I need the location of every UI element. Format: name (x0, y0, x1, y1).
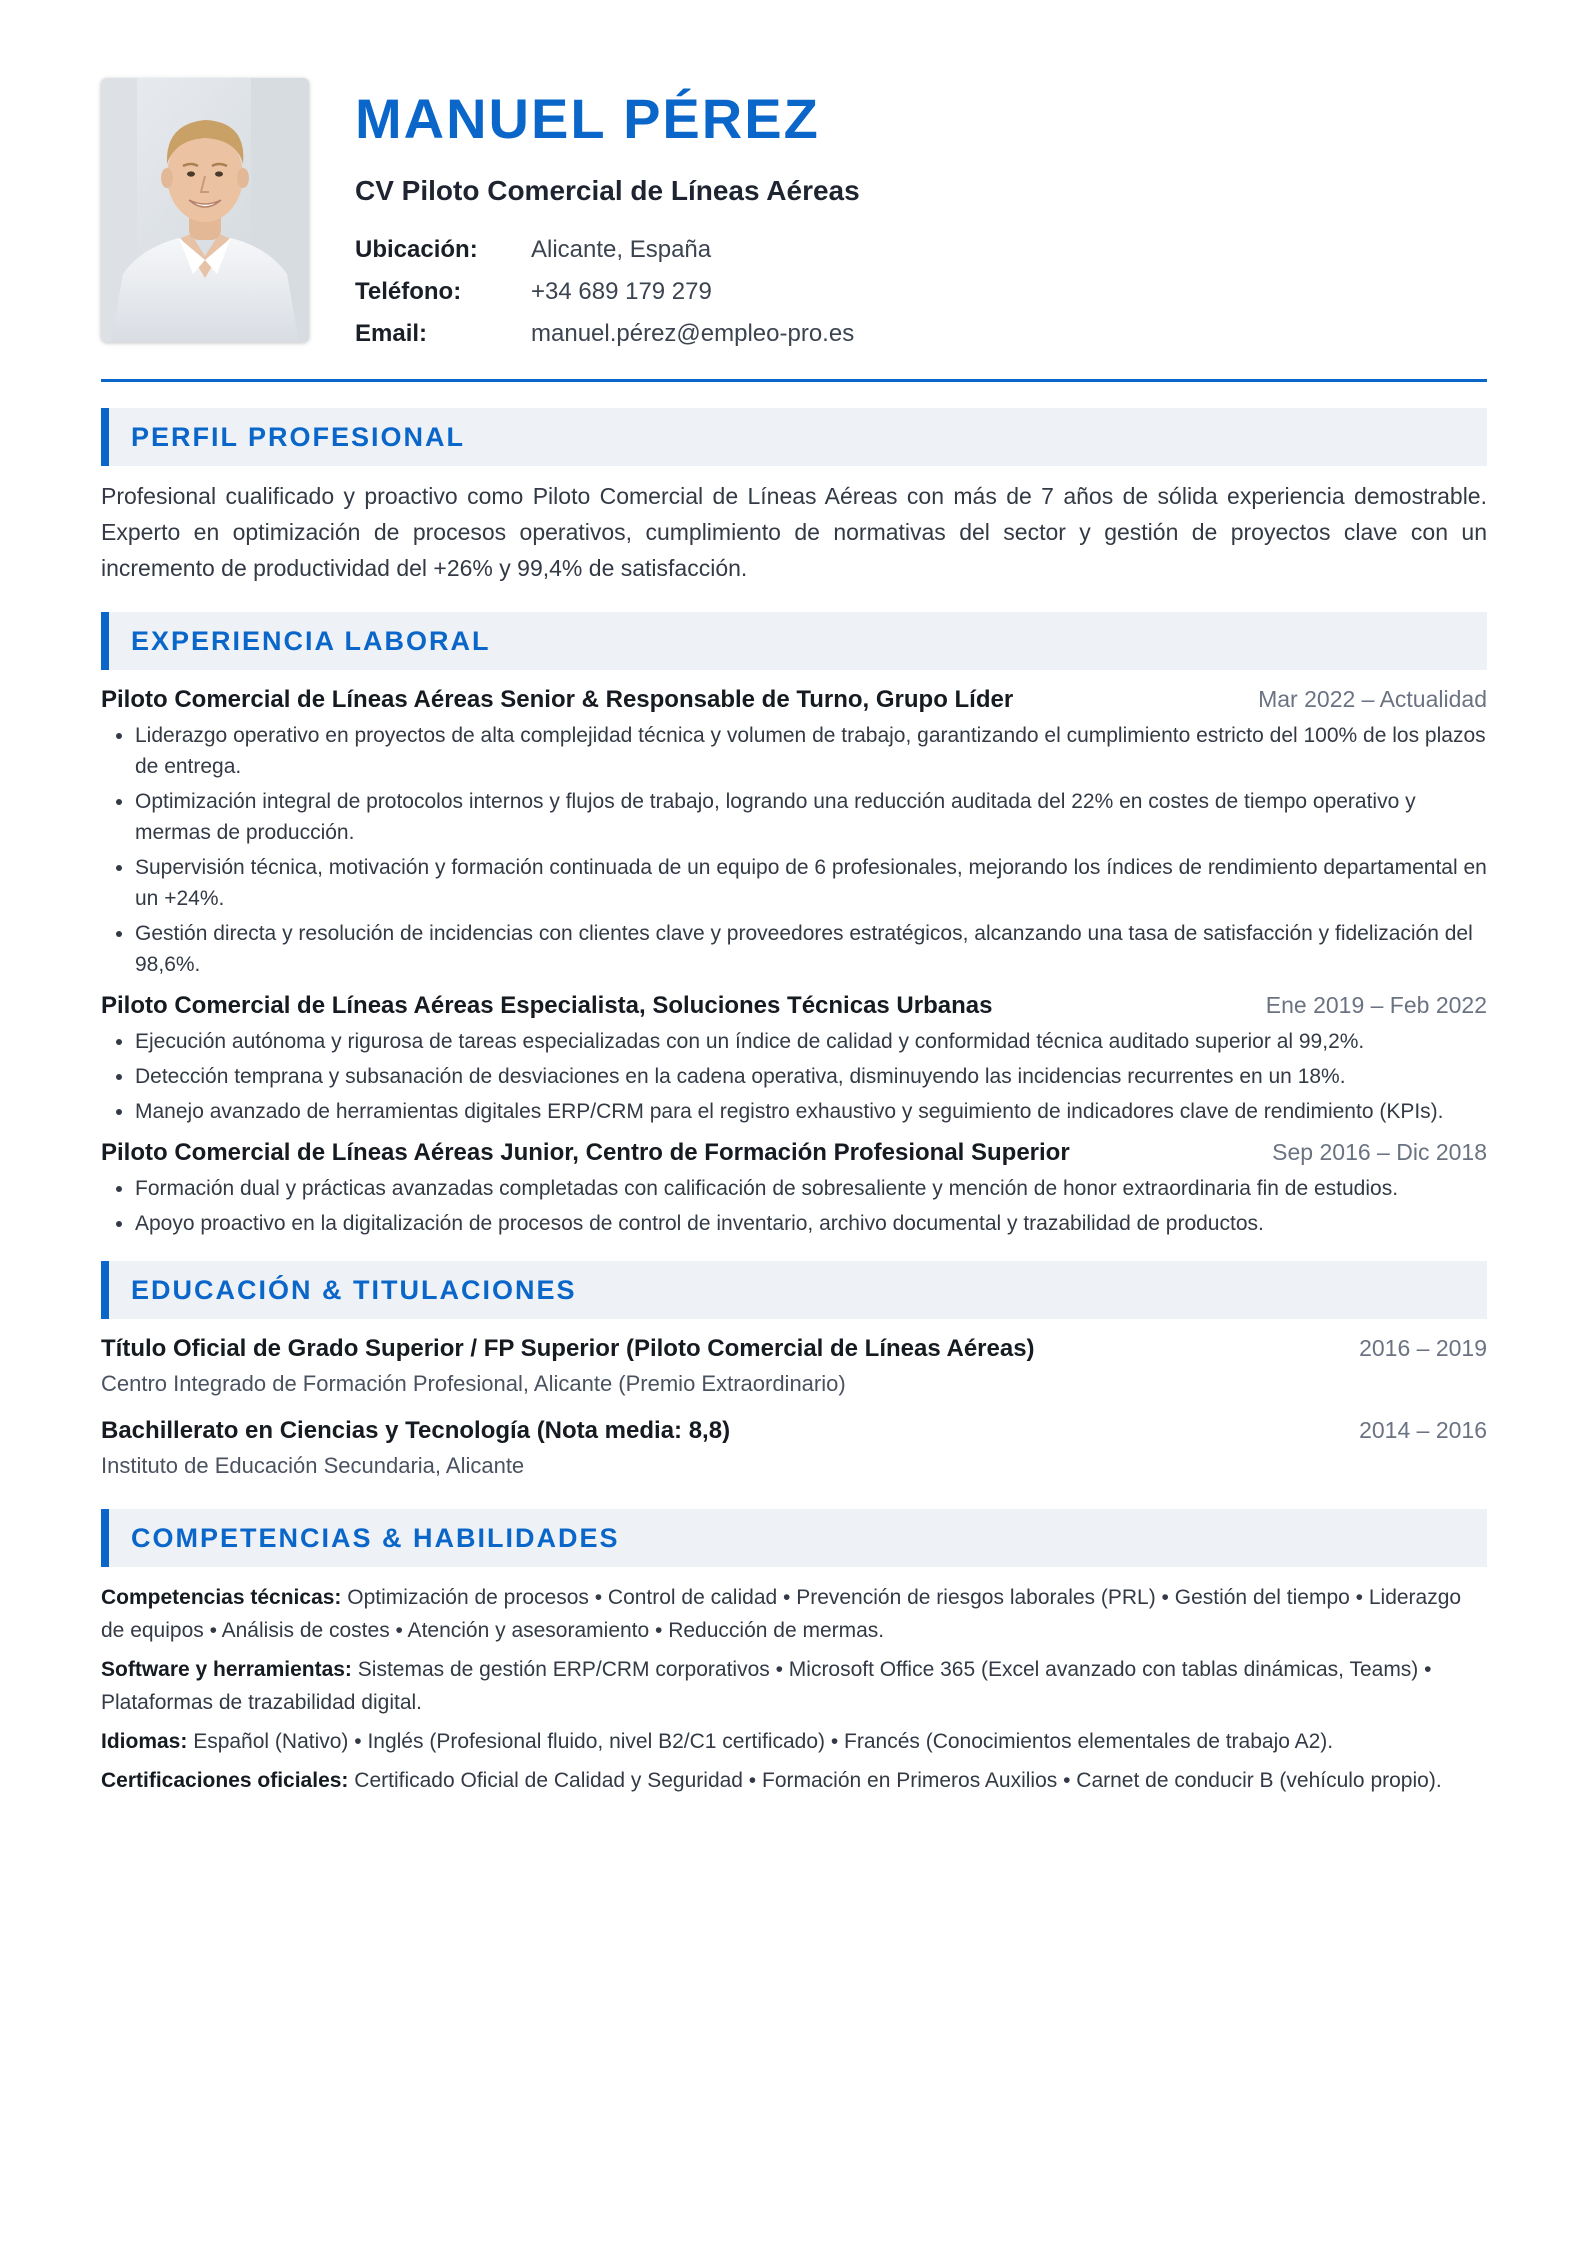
job-date: Sep 2016 – Dic 2018 (1272, 1139, 1487, 1165)
skill-label: Software y herramientas: (101, 1658, 352, 1681)
education-entry (101, 1335, 1487, 1397)
header-divider (101, 379, 1487, 382)
job-title: Piloto Comercial de Líneas Aéreas Senior & Responsable de Turno, Grupo Líder (101, 686, 1014, 713)
list-item: • Formación dual y prácticas avanzadas completadas con calificación de sobresaliente y mención de honor extraordinaria fin de estudios. (135, 1173, 1487, 1204)
profile-summary: Profesional cualificado y proactivo como Piloto Comercial de Líneas Aéreas con más de 7 años de sólida experiencia demostrable. Experto en optimización de procesos operativos, cumplimiento de normativas del sector y gestión de proyectos clave con un incremento de productividad del +26% y 99,4% de satisfacción. (101, 483, 1487, 581)
list-item: • Liderazgo operativo en proyectos de alta complejidad técnica y volumen de trabajo, garantizando el cumplimiento estricto del 100% de los plazos de entrega. (135, 720, 1487, 782)
job-date: Ene 2019 – Feb 2022 (1265, 992, 1487, 1018)
contact-value[interactable]: +34 689 179 279 (531, 278, 712, 305)
section-title-education: EDUCACIÓN & TITULACIONES (101, 1261, 1487, 1319)
candidate-name: MANUEL PÉREZ (355, 87, 820, 150)
contact-label: Ubicación: (355, 236, 478, 263)
contact-list (355, 229, 860, 355)
skill-text: Español (Nativo) • Inglés (Profesional fluido, nivel B2/C1 certificado) • Francés (Conocimientos elementales de trabajo A2). (187, 1730, 1334, 1753)
list-item: • Optimización integral de protocolos internos y flujos de trabajo, logrando una reducción auditada del 22% en costes de tiempo operativo y mermas de producción. (135, 786, 1487, 848)
cv-subtitle: CV Piloto Comercial de Líneas Aéreas (355, 175, 860, 206)
resume-header (101, 78, 1487, 355)
skill-label: Certificaciones oficiales: (101, 1769, 349, 1792)
contact-location (355, 229, 860, 271)
skill-label: Idiomas: (101, 1730, 188, 1753)
list-item: • Gestión directa y resolución de incidencias con clientes clave y proveedores estratégicos, alcanzando una tasa de satisfacción y fidelización del 98,6%. (135, 918, 1487, 980)
degree-title: Bachillerato en Ciencias y Tecnología (Nota media: 8,8) (101, 1417, 731, 1444)
list-item: • Apoyo proactivo en la digitalización de procesos de control de inventario, archivo documental y trazabilidad de productos. (135, 1208, 1487, 1239)
list-item: • Ejecución autónoma y rigurosa de tareas especializadas con un índice de calidad y conformidad técnica auditado superior al 99,2%. (135, 1026, 1487, 1057)
contact-phone (355, 271, 860, 313)
job-achievements (101, 1173, 1487, 1239)
header-info (355, 78, 860, 355)
skills-list (101, 1581, 1487, 1797)
contact-label: Teléfono: (355, 278, 462, 305)
job-title: Piloto Comercial de Líneas Aéreas Especialista, Soluciones Técnicas Urbanas (101, 992, 993, 1019)
degree-title: Título Oficial de Grado Superior / FP Superior (Piloto Comercial de Líneas Aéreas) (101, 1335, 1035, 1362)
job-achievements (101, 720, 1487, 980)
list-item: • Detección temprana y subsanación de desviaciones en la cadena operativa, disminuyendo las incidencias recurrentes en un 18%. (135, 1061, 1487, 1092)
skill-text: Sistemas de gestión ERP/CRM corporativos • Microsoft Office 365 (Excel avanzado con tablas dinámicas, Teams) • Plataformas de trazabilidad digital. (101, 1658, 1432, 1714)
education-entry (101, 1417, 1487, 1479)
section-title-profile: PERFIL PROFESIONAL (101, 408, 1487, 466)
institution-name: Instituto de Educación Secundaria, Alicante (101, 1453, 525, 1478)
skill-text: Certificado Oficial de Calidad y Seguridad • Formación en Primeros Auxilios • Carnet de conducir B (vehículo propio). (348, 1769, 1442, 1792)
job-entry (101, 992, 1487, 1127)
degree-date: 2016 – 2019 (1359, 1335, 1487, 1361)
job-title: Piloto Comercial de Líneas Aéreas Junior, Centro de Formación Profesional Superior (101, 1139, 1070, 1166)
institution-name: Centro Integrado de Formación Profesional, Alicante (Premio Extraordinario) (101, 1371, 846, 1396)
contact-value: Alicante, España (531, 236, 712, 263)
degree-date: 2014 – 2016 (1359, 1417, 1487, 1443)
profile-photo (101, 78, 309, 342)
skill-line-languages (101, 1725, 1487, 1758)
skill-line-software (101, 1653, 1487, 1719)
contact-value[interactable]: manuel.pérez@empleo-pro.es (531, 320, 855, 347)
section-title-skills: COMPETENCIAS & HABILIDADES (101, 1509, 1487, 1567)
job-entry (101, 686, 1487, 980)
job-date: Mar 2022 – Actualidad (1258, 686, 1487, 712)
contact-label: Email: (355, 320, 428, 347)
skill-text: Optimización de procesos • Control de calidad • Prevención de riesgos laborales (PRL) • Gestión del tiempo • Liderazgo de equipos • Análisis de costes • Atención y asesoramiento • Reducción de mermas. (101, 1586, 1462, 1642)
skill-label: Competencias técnicas: (101, 1586, 342, 1609)
list-item: • Manejo avanzado de herramientas digitales ERP/CRM para el registro exhaustivo y seguimiento de indicadores clave de rendimiento (KPIs). (135, 1096, 1487, 1127)
skill-line-certifications (101, 1764, 1487, 1797)
contact-email (355, 313, 860, 355)
list-item: • Supervisión técnica, motivación y formación continuada de un equipo de 6 profesionales, mejorando los índices de rendimiento departamental en un +24%. (135, 852, 1487, 914)
job-achievements (101, 1026, 1487, 1127)
skill-line-technical (101, 1581, 1487, 1647)
section-title-experience: EXPERIENCIA LABORAL (101, 612, 1487, 670)
job-entry (101, 1139, 1487, 1239)
